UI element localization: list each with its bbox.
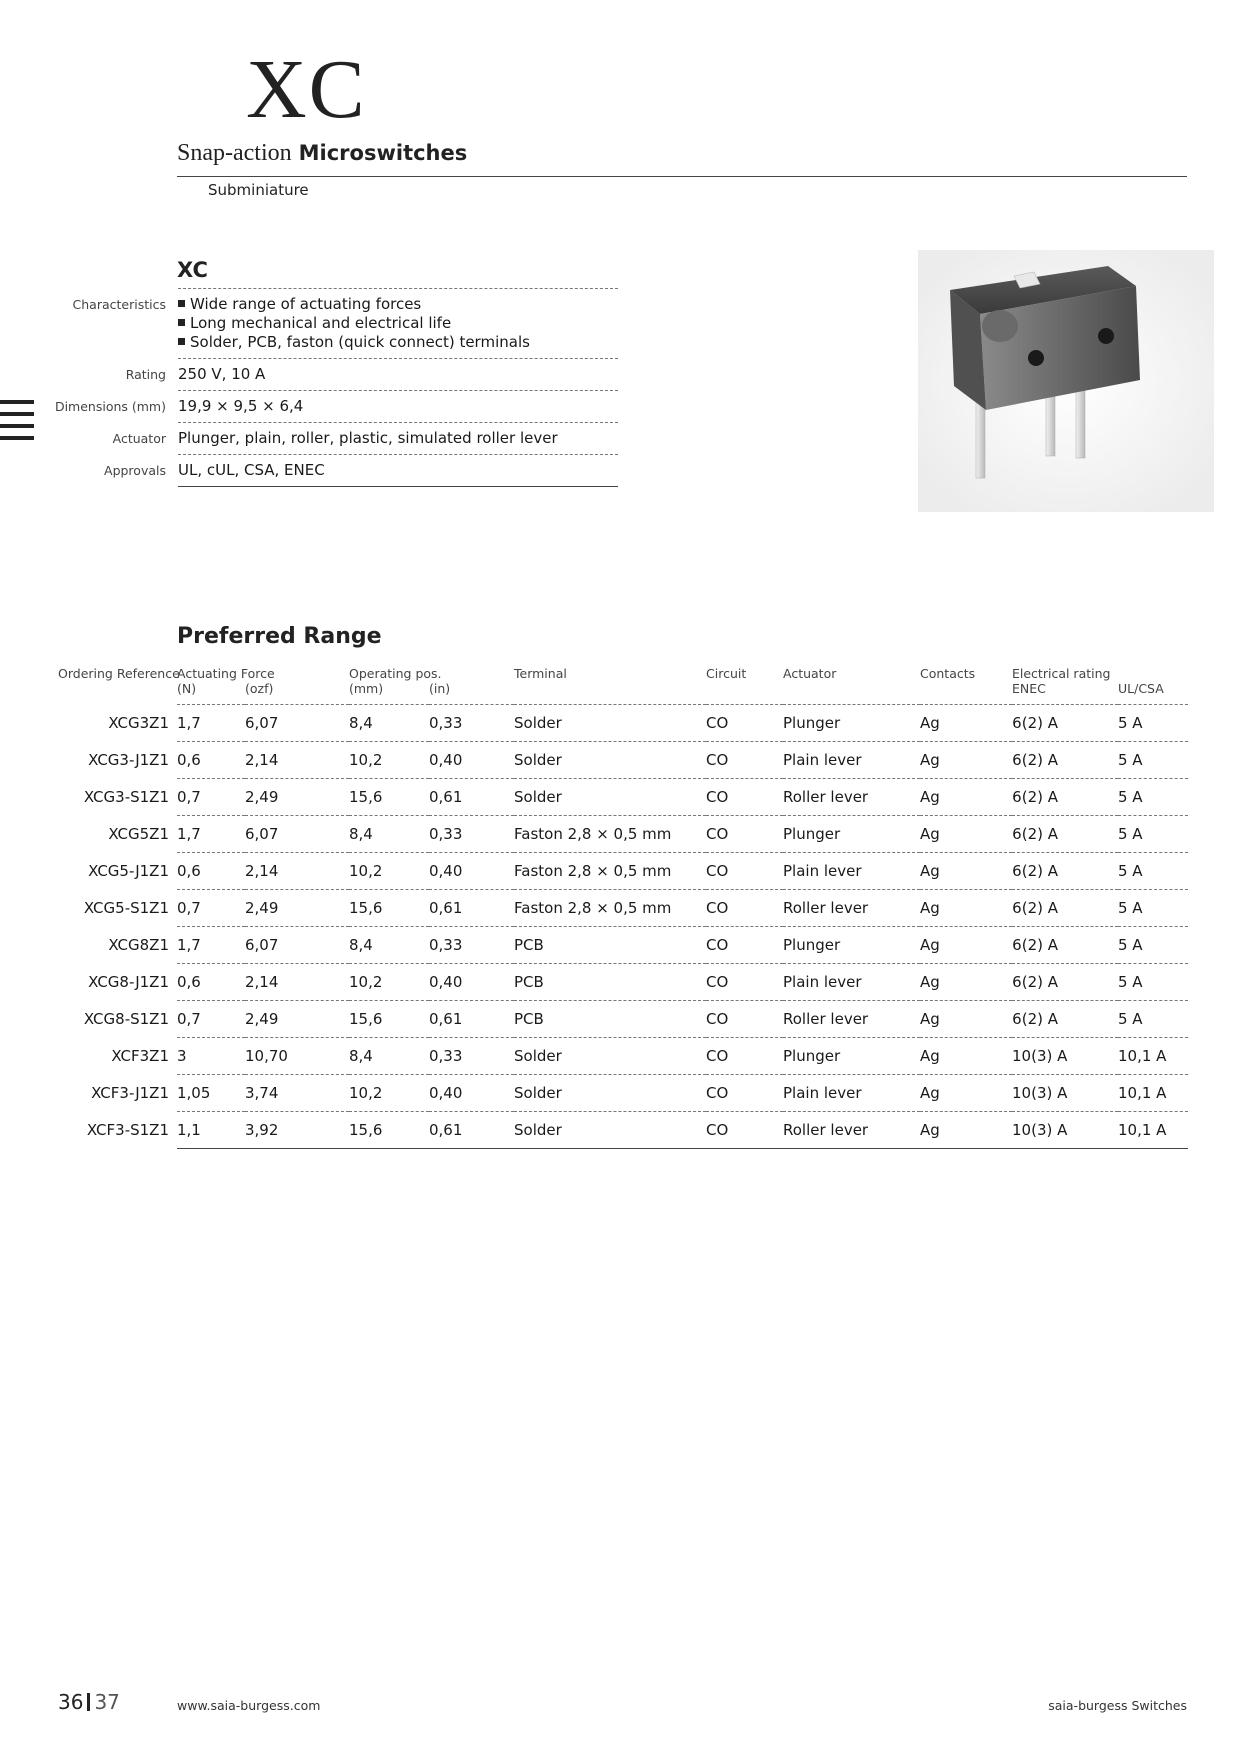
cell-actuator: Plunger: [783, 816, 920, 853]
cell-actuator: Plunger: [783, 705, 920, 742]
cell-force-ozf: 6,07: [245, 927, 349, 964]
preferred-range-table: [58, 666, 1188, 1149]
cell-circuit: CO: [706, 1001, 783, 1038]
header-ul-csa: UL/CSA: [1118, 681, 1164, 696]
cell-enec: 6(2) A: [1012, 705, 1118, 742]
spec-row-dimensions: [40, 391, 618, 423]
table-row: [58, 1038, 1188, 1075]
col-pos-in: [429, 666, 514, 705]
cell-actuator: Roller lever: [783, 779, 920, 816]
cell-actuator: Plain lever: [783, 853, 920, 890]
cell-force-n: 1,7: [177, 816, 245, 853]
cell-force-n: 0,6: [177, 964, 245, 1001]
cell-terminal: Faston 2,8 × 0,5 mm: [514, 853, 706, 890]
cell-contacts: Ag: [920, 927, 1012, 964]
cell-contacts: Ag: [920, 1112, 1012, 1149]
cell-enec: 6(2) A: [1012, 964, 1118, 1001]
cell-pos-mm: 10,2: [349, 1075, 429, 1112]
cell-terminal: Faston 2,8 × 0,5 mm: [514, 816, 706, 853]
cell-force-ozf: 10,70: [245, 1038, 349, 1075]
section-tab-marker: [0, 400, 34, 448]
cell-ordering-reference: XCF3Z1: [111, 1047, 169, 1065]
cell-contacts: Ag: [920, 779, 1012, 816]
cell-enec: 6(2) A: [1012, 1001, 1118, 1038]
bullet-square-icon: [178, 338, 185, 345]
cell-terminal: PCB: [514, 964, 706, 1001]
bullet-item: [178, 333, 618, 352]
cell-contacts: Ag: [920, 1075, 1012, 1112]
cell-pos-mm: 8,4: [349, 1038, 429, 1075]
header-operating-pos: Operating pos.: [349, 666, 442, 681]
cell-circuit: CO: [706, 853, 783, 890]
table-row: [58, 1001, 1188, 1038]
cell-pos-in: 0,40: [429, 853, 514, 890]
cell-contacts: Ag: [920, 890, 1012, 927]
header-unit-in: (in): [429, 681, 451, 696]
cell-terminal: Solder: [514, 779, 706, 816]
cell-pos-in: 0,61: [429, 890, 514, 927]
cell-actuator: Plain lever: [783, 964, 920, 1001]
cell-ordering-reference: XCF3-J1Z1: [91, 1084, 169, 1102]
cell-terminal: Solder: [514, 1112, 706, 1149]
cell-ul-csa: 5 A: [1118, 890, 1188, 927]
cell-ordering-reference: XCG3Z1: [108, 714, 169, 732]
header-enec: ENEC: [1012, 681, 1046, 696]
cell-contacts: Ag: [920, 853, 1012, 890]
cell-ul-csa: 5 A: [1118, 853, 1188, 890]
cell-force-n: 0,7: [177, 779, 245, 816]
spec-label: Characteristics: [72, 296, 166, 312]
cell-force-n: 0,6: [177, 853, 245, 890]
cell-enec: 10(3) A: [1012, 1038, 1118, 1075]
cell-ordering-reference: XCG3-J1Z1: [88, 751, 169, 769]
cell-ul-csa: 10,1 A: [1118, 1038, 1188, 1075]
cell-pos-in: 0,40: [429, 964, 514, 1001]
cell-force-ozf: 2,14: [245, 853, 349, 890]
page-left: 36: [58, 1690, 84, 1714]
cell-force-ozf: 3,92: [245, 1112, 349, 1149]
cell-force-ozf: 2,49: [245, 890, 349, 927]
cell-enec: 10(3) A: [1012, 1075, 1118, 1112]
table-row: [58, 964, 1188, 1001]
header-unit-n: (N): [177, 681, 197, 696]
cell-ordering-reference: XCG5Z1: [108, 825, 169, 843]
table-row: [58, 705, 1188, 742]
cell-pos-in: 0,61: [429, 1001, 514, 1038]
table-header-row: [58, 666, 1188, 705]
cell-terminal: Solder: [514, 742, 706, 779]
col-ordering-reference: Ordering Reference: [58, 666, 180, 681]
col-enec: [1012, 666, 1118, 705]
cell-actuator: Plunger: [783, 1038, 920, 1075]
bullet-square-icon: [178, 300, 185, 307]
product-family-title: XC: [246, 43, 367, 136]
cell-ordering-reference: XCG8Z1: [108, 936, 169, 954]
spec-row-actuator: [40, 423, 618, 455]
cell-terminal: Solder: [514, 1075, 706, 1112]
cell-terminal: Solder: [514, 705, 706, 742]
spec-row-approvals: [40, 455, 618, 487]
page-numbers: [58, 1690, 120, 1714]
table-row: [58, 742, 1188, 779]
cell-ul-csa: 5 A: [1118, 742, 1188, 779]
cell-ordering-reference: XCG5-S1Z1: [83, 899, 169, 917]
microswitch-product-image: [918, 250, 1214, 512]
spec-label: Rating: [125, 366, 166, 382]
bullet-text: Wide range of actuating forces: [190, 295, 422, 313]
spec-row-characteristics: [40, 289, 618, 359]
header-unit-mm: (mm): [349, 681, 384, 696]
cell-pos-in: 0,40: [429, 1075, 514, 1112]
cell-pos-mm: 15,6: [349, 890, 429, 927]
cell-ul-csa: 5 A: [1118, 927, 1188, 964]
cell-circuit: CO: [706, 927, 783, 964]
cell-enec: 6(2) A: [1012, 853, 1118, 890]
cell-pos-mm: 10,2: [349, 742, 429, 779]
cell-terminal: Solder: [514, 1038, 706, 1075]
cell-ul-csa: 5 A: [1118, 816, 1188, 853]
bullet-item: [178, 314, 618, 333]
cell-pos-in: 0,33: [429, 927, 514, 964]
cell-pos-mm: 15,6: [349, 1001, 429, 1038]
category-label: Subminiature: [208, 181, 309, 199]
cell-terminal: PCB: [514, 927, 706, 964]
table-row: [58, 853, 1188, 890]
col-actuator: Actuator: [783, 666, 837, 681]
cell-ul-csa: 5 A: [1118, 1001, 1188, 1038]
cell-circuit: CO: [706, 1075, 783, 1112]
bullet-text: Solder, PCB, faston (quick connect) terminals: [190, 333, 530, 351]
cell-enec: 6(2) A: [1012, 890, 1118, 927]
cell-ul-csa: 5 A: [1118, 964, 1188, 1001]
cell-force-n: 1,7: [177, 705, 245, 742]
bullet-item: [178, 295, 618, 314]
cell-force-ozf: 2,14: [245, 742, 349, 779]
spec-label: Approvals: [104, 462, 166, 478]
cell-actuator: Roller lever: [783, 890, 920, 927]
cell-force-ozf: 2,14: [245, 964, 349, 1001]
cell-pos-in: 0,33: [429, 1038, 514, 1075]
cell-pos-mm: 10,2: [349, 853, 429, 890]
cell-terminal: PCB: [514, 1001, 706, 1038]
cell-circuit: CO: [706, 779, 783, 816]
cell-pos-mm: 8,4: [349, 927, 429, 964]
cell-enec: 6(2) A: [1012, 742, 1118, 779]
cell-pos-in: 0,33: [429, 816, 514, 853]
cell-ul-csa: 10,1 A: [1118, 1075, 1188, 1112]
cell-actuator: Plain lever: [783, 1075, 920, 1112]
cell-pos-mm: 10,2: [349, 964, 429, 1001]
cell-contacts: Ag: [920, 964, 1012, 1001]
header-rule: [177, 176, 1187, 177]
cell-actuator: Roller lever: [783, 1001, 920, 1038]
cell-force-ozf: 2,49: [245, 779, 349, 816]
cell-pos-in: 0,33: [429, 705, 514, 742]
cell-pos-mm: 15,6: [349, 779, 429, 816]
cell-force-n: 0,6: [177, 742, 245, 779]
cell-pos-mm: 8,4: [349, 816, 429, 853]
cell-force-ozf: 2,49: [245, 1001, 349, 1038]
cell-circuit: CO: [706, 742, 783, 779]
header-actuating-force: Actuating Force: [177, 666, 275, 681]
cell-contacts: Ag: [920, 742, 1012, 779]
cell-enec: 6(2) A: [1012, 927, 1118, 964]
table-row: [58, 779, 1188, 816]
cell-force-ozf: 6,07: [245, 705, 349, 742]
cell-circuit: CO: [706, 705, 783, 742]
col-contacts: Contacts: [920, 666, 976, 681]
cell-circuit: CO: [706, 964, 783, 1001]
header-unit-ozf: (ozf): [245, 681, 274, 696]
cell-ordering-reference: XCG8-S1Z1: [83, 1010, 169, 1028]
spec-value: Plunger, plain, roller, plastic, simulated roller lever: [178, 423, 618, 455]
table-row: [58, 816, 1188, 853]
cell-circuit: CO: [706, 1112, 783, 1149]
cell-enec: 6(2) A: [1012, 779, 1118, 816]
spec-title: XC: [177, 258, 208, 282]
table-row: [58, 927, 1188, 964]
cell-pos-in: 0,61: [429, 779, 514, 816]
spec-value: 19,9 × 9,5 × 6,4: [178, 391, 618, 423]
page-subtitle: [177, 140, 467, 167]
cell-force-n: 1,7: [177, 927, 245, 964]
cell-ul-csa: 5 A: [1118, 779, 1188, 816]
cell-force-ozf: 3,74: [245, 1075, 349, 1112]
col-terminal: Terminal: [514, 666, 567, 681]
cell-ordering-reference: XCF3-S1Z1: [86, 1121, 169, 1139]
col-pos-mm: [349, 666, 442, 705]
col-ul-csa: [1118, 666, 1188, 705]
footer-brand: saia-burgess Switches: [1048, 1698, 1187, 1713]
cell-force-n: 3: [177, 1038, 245, 1075]
page-separator: [87, 1693, 90, 1711]
cell-ordering-reference: XCG3-S1Z1: [83, 788, 169, 806]
table-row: [58, 890, 1188, 927]
cell-force-n: 0,7: [177, 890, 245, 927]
table-row: [58, 1075, 1188, 1112]
subtitle-serif: Snap-action: [177, 140, 292, 166]
cell-actuator: Plain lever: [783, 742, 920, 779]
table-row: [58, 1112, 1188, 1149]
cell-force-ozf: 6,07: [245, 816, 349, 853]
cell-pos-mm: 8,4: [349, 705, 429, 742]
cell-circuit: CO: [706, 1038, 783, 1075]
cell-contacts: Ag: [920, 705, 1012, 742]
spec-value: UL, cUL, CSA, ENEC: [178, 455, 618, 487]
cell-terminal: Faston 2,8 × 0,5 mm: [514, 890, 706, 927]
cell-ordering-reference: XCG5-J1Z1: [88, 862, 169, 880]
cell-ul-csa: 10,1 A: [1118, 1112, 1188, 1149]
cell-pos-mm: 15,6: [349, 1112, 429, 1149]
cell-enec: 6(2) A: [1012, 816, 1118, 853]
cell-contacts: Ag: [920, 1001, 1012, 1038]
cell-actuator: Plunger: [783, 927, 920, 964]
cell-enec: 10(3) A: [1012, 1112, 1118, 1149]
cell-circuit: CO: [706, 890, 783, 927]
cell-actuator: Roller lever: [783, 1112, 920, 1149]
bullet-text: Long mechanical and electrical life: [190, 314, 452, 332]
table-body: [58, 705, 1188, 1149]
cell-pos-in: 0,40: [429, 742, 514, 779]
cell-force-n: 1,05: [177, 1075, 245, 1112]
cell-circuit: CO: [706, 816, 783, 853]
subtitle-bold: Microswitches: [298, 141, 468, 165]
cell-contacts: Ag: [920, 816, 1012, 853]
spec-label: Dimensions (mm): [54, 398, 166, 414]
cell-pos-in: 0,61: [429, 1112, 514, 1149]
spec-value: [178, 289, 618, 359]
spec-table: [40, 288, 618, 487]
cell-contacts: Ag: [920, 1038, 1012, 1075]
header-electrical-rating: Electrical rating: [1012, 666, 1111, 681]
spec-row-rating: [40, 359, 618, 391]
bullet-square-icon: [178, 319, 185, 326]
range-title: Preferred Range: [177, 624, 382, 649]
page-right: 37: [94, 1690, 120, 1714]
spec-label: Actuator: [112, 430, 166, 446]
spec-value: 250 V, 10 A: [178, 359, 618, 391]
footer-url[interactable]: www.saia-burgess.com: [177, 1698, 321, 1713]
col-circuit: Circuit: [706, 666, 747, 681]
cell-ordering-reference: XCG8-J1Z1: [88, 973, 169, 991]
cell-force-n: 0,7: [177, 1001, 245, 1038]
cell-force-n: 1,1: [177, 1112, 245, 1149]
cell-ul-csa: 5 A: [1118, 705, 1188, 742]
